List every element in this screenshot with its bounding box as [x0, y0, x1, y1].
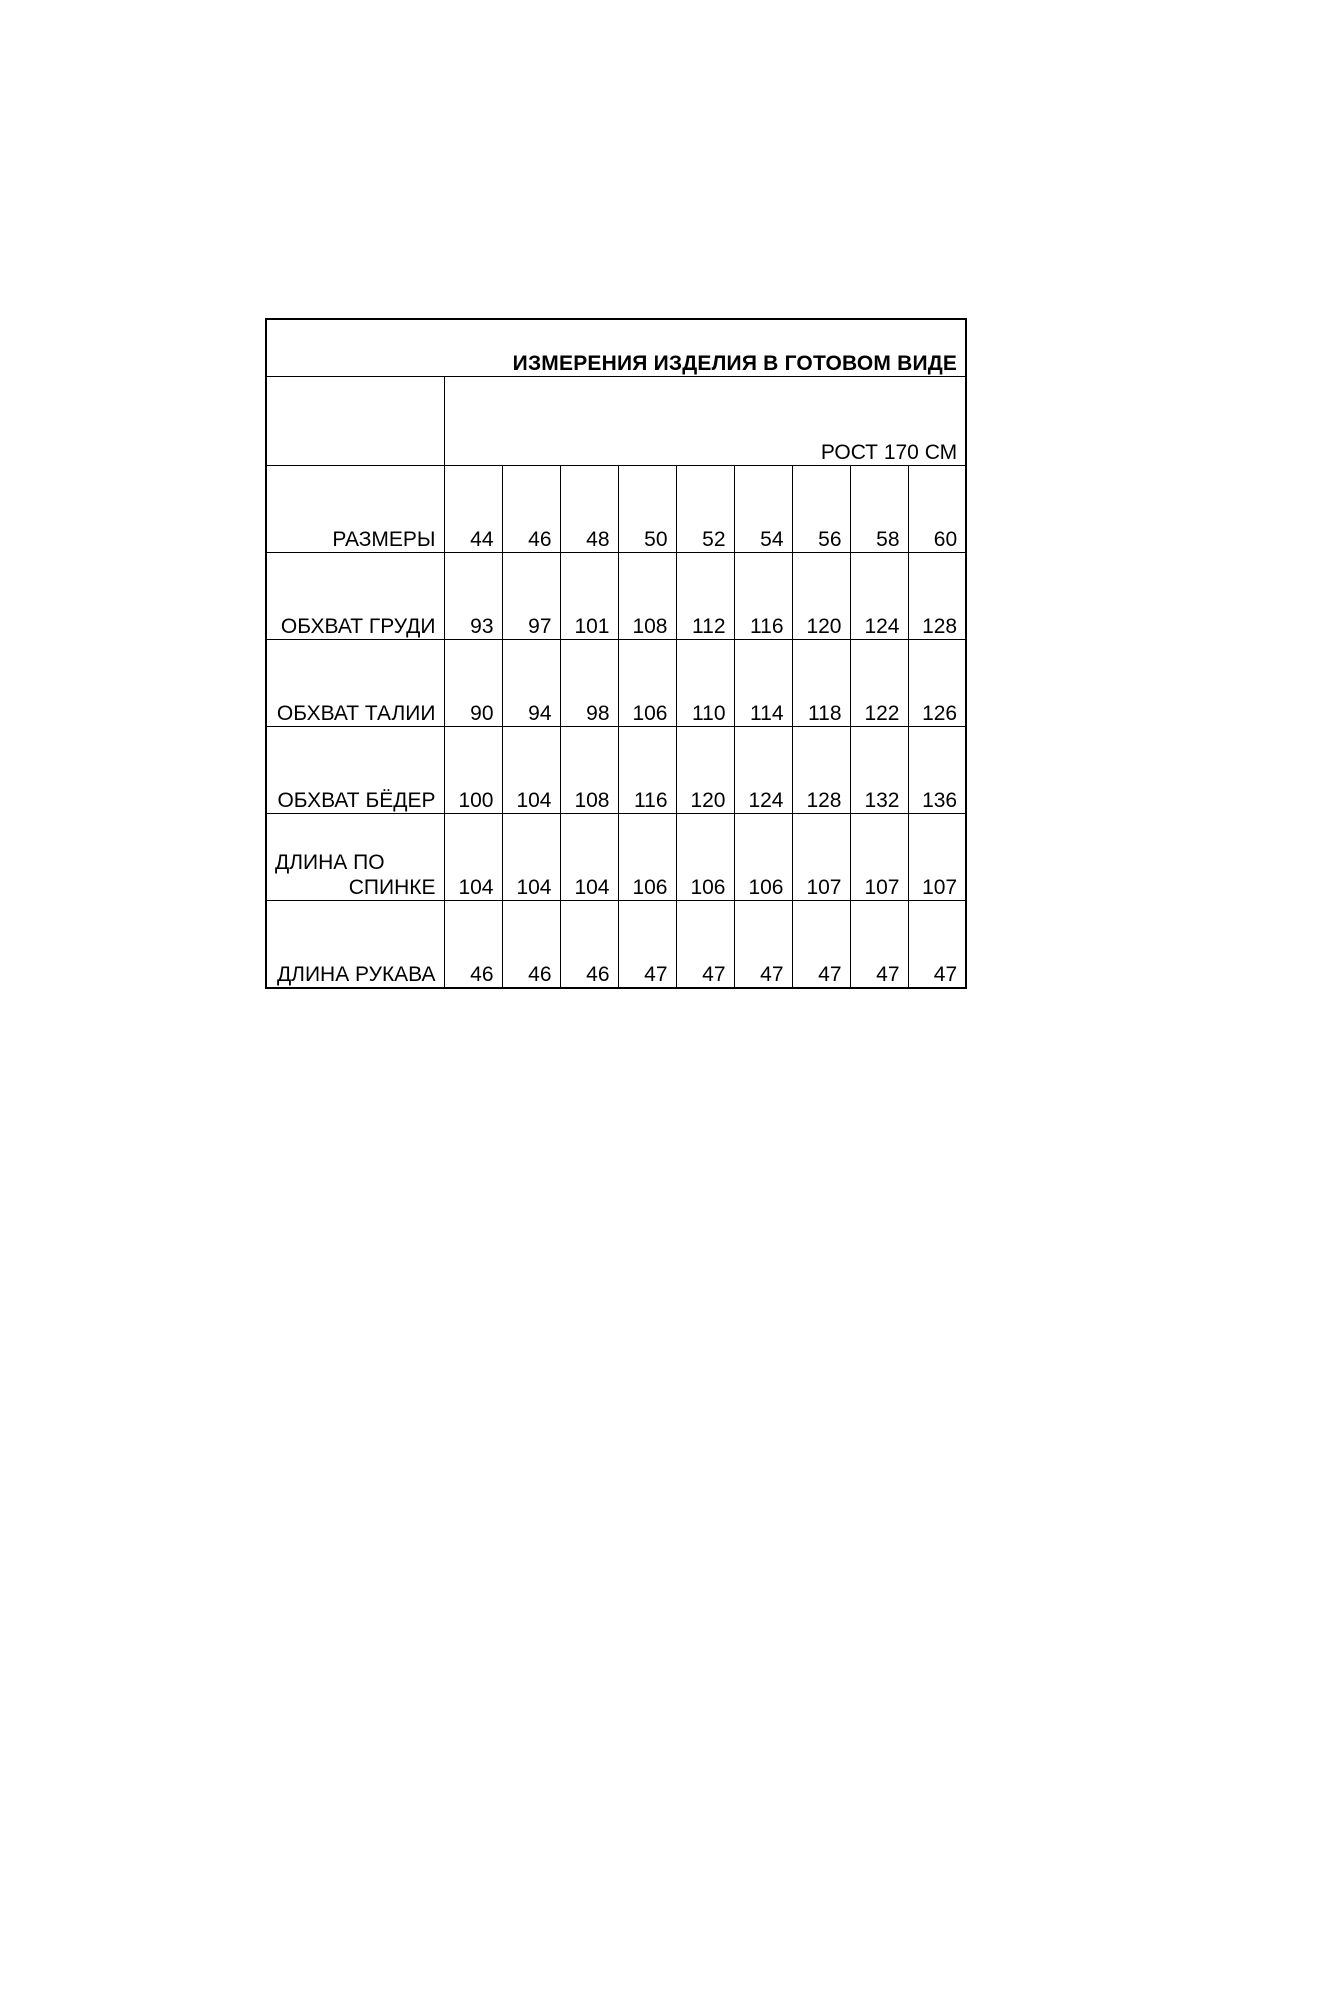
- cell-waist: 94: [502, 640, 560, 727]
- cell-back-length: 106: [618, 814, 676, 901]
- table-row: [266, 814, 966, 901]
- cell-chest: 97: [502, 553, 560, 640]
- cell-hips: 108: [560, 727, 618, 814]
- cell-size: 56: [792, 466, 850, 553]
- cell-hips: 132: [850, 727, 908, 814]
- cell-sleeve-length: 46: [560, 901, 618, 989]
- cell-size: 44: [444, 466, 502, 553]
- cell-back-length: 107: [908, 814, 966, 901]
- cell-back-length: 107: [792, 814, 850, 901]
- cell-hips: 120: [676, 727, 734, 814]
- row-label-back-length: [266, 814, 444, 901]
- cell-chest: 120: [792, 553, 850, 640]
- row-label-sleeve-length: ДЛИНА РУКАВА: [266, 901, 444, 989]
- cell-chest: 108: [618, 553, 676, 640]
- cell-waist: 122: [850, 640, 908, 727]
- cell-sleeve-length: 47: [792, 901, 850, 989]
- cell-waist: 126: [908, 640, 966, 727]
- cell-hips: 104: [502, 727, 560, 814]
- cell-size: 58: [850, 466, 908, 553]
- row-label-hips: ОБХВАТ БЁДЕР: [266, 727, 444, 814]
- cell-sleeve-length: 46: [444, 901, 502, 989]
- table-row: [266, 466, 966, 553]
- cell-size: 50: [618, 466, 676, 553]
- row-label-waist: ОБХВАТ ТАЛИИ: [266, 640, 444, 727]
- cell-sleeve-length: 47: [618, 901, 676, 989]
- cell-back-length: 106: [676, 814, 734, 901]
- cell-back-length: 104: [502, 814, 560, 901]
- row-label-chest: ОБХВАТ ГРУДИ: [266, 553, 444, 640]
- measurements-table: [265, 318, 967, 989]
- cell-waist: 98: [560, 640, 618, 727]
- cell-sleeve-length: 47: [734, 901, 792, 989]
- table-row: [266, 727, 966, 814]
- cell-chest: 128: [908, 553, 966, 640]
- cell-waist: 114: [734, 640, 792, 727]
- cell-hips: 124: [734, 727, 792, 814]
- cell-hips: 128: [792, 727, 850, 814]
- cell-size: 46: [502, 466, 560, 553]
- height-group-label: РОСТ 170 СМ: [444, 377, 966, 466]
- height-group-row: [266, 377, 966, 466]
- table-row: [266, 901, 966, 989]
- cell-size: 60: [908, 466, 966, 553]
- cell-size: 52: [676, 466, 734, 553]
- empty-corner-cell: [266, 377, 444, 466]
- row-label-back-length-line1: ДЛИНА ПО: [275, 850, 385, 874]
- cell-waist: 106: [618, 640, 676, 727]
- cell-back-length: 106: [734, 814, 792, 901]
- size-table-container: [265, 318, 965, 989]
- cell-waist: 110: [676, 640, 734, 727]
- cell-chest: 112: [676, 553, 734, 640]
- cell-hips: 100: [444, 727, 502, 814]
- table-row: [266, 640, 966, 727]
- cell-sleeve-length: 47: [908, 901, 966, 989]
- cell-sleeve-length: 47: [676, 901, 734, 989]
- row-label-back-length-line2: СПИНКЕ: [348, 875, 436, 899]
- cell-back-length: 104: [560, 814, 618, 901]
- cell-sleeve-length: 47: [850, 901, 908, 989]
- title-row: [266, 319, 966, 377]
- cell-back-length: 104: [444, 814, 502, 901]
- cell-size: 48: [560, 466, 618, 553]
- cell-hips: 116: [618, 727, 676, 814]
- cell-back-length: 107: [850, 814, 908, 901]
- cell-chest: 101: [560, 553, 618, 640]
- cell-chest: 93: [444, 553, 502, 640]
- table-row: [266, 553, 966, 640]
- cell-hips: 136: [908, 727, 966, 814]
- row-label-sizes: РАЗМЕРЫ: [266, 466, 444, 553]
- cell-chest: 124: [850, 553, 908, 640]
- cell-waist: 90: [444, 640, 502, 727]
- cell-waist: 118: [792, 640, 850, 727]
- table-title: ИЗМЕРЕНИЯ ИЗДЕЛИЯ В ГОТОВОМ ВИДЕ: [266, 319, 966, 377]
- cell-sleeve-length: 46: [502, 901, 560, 989]
- cell-chest: 116: [734, 553, 792, 640]
- cell-size: 54: [734, 466, 792, 553]
